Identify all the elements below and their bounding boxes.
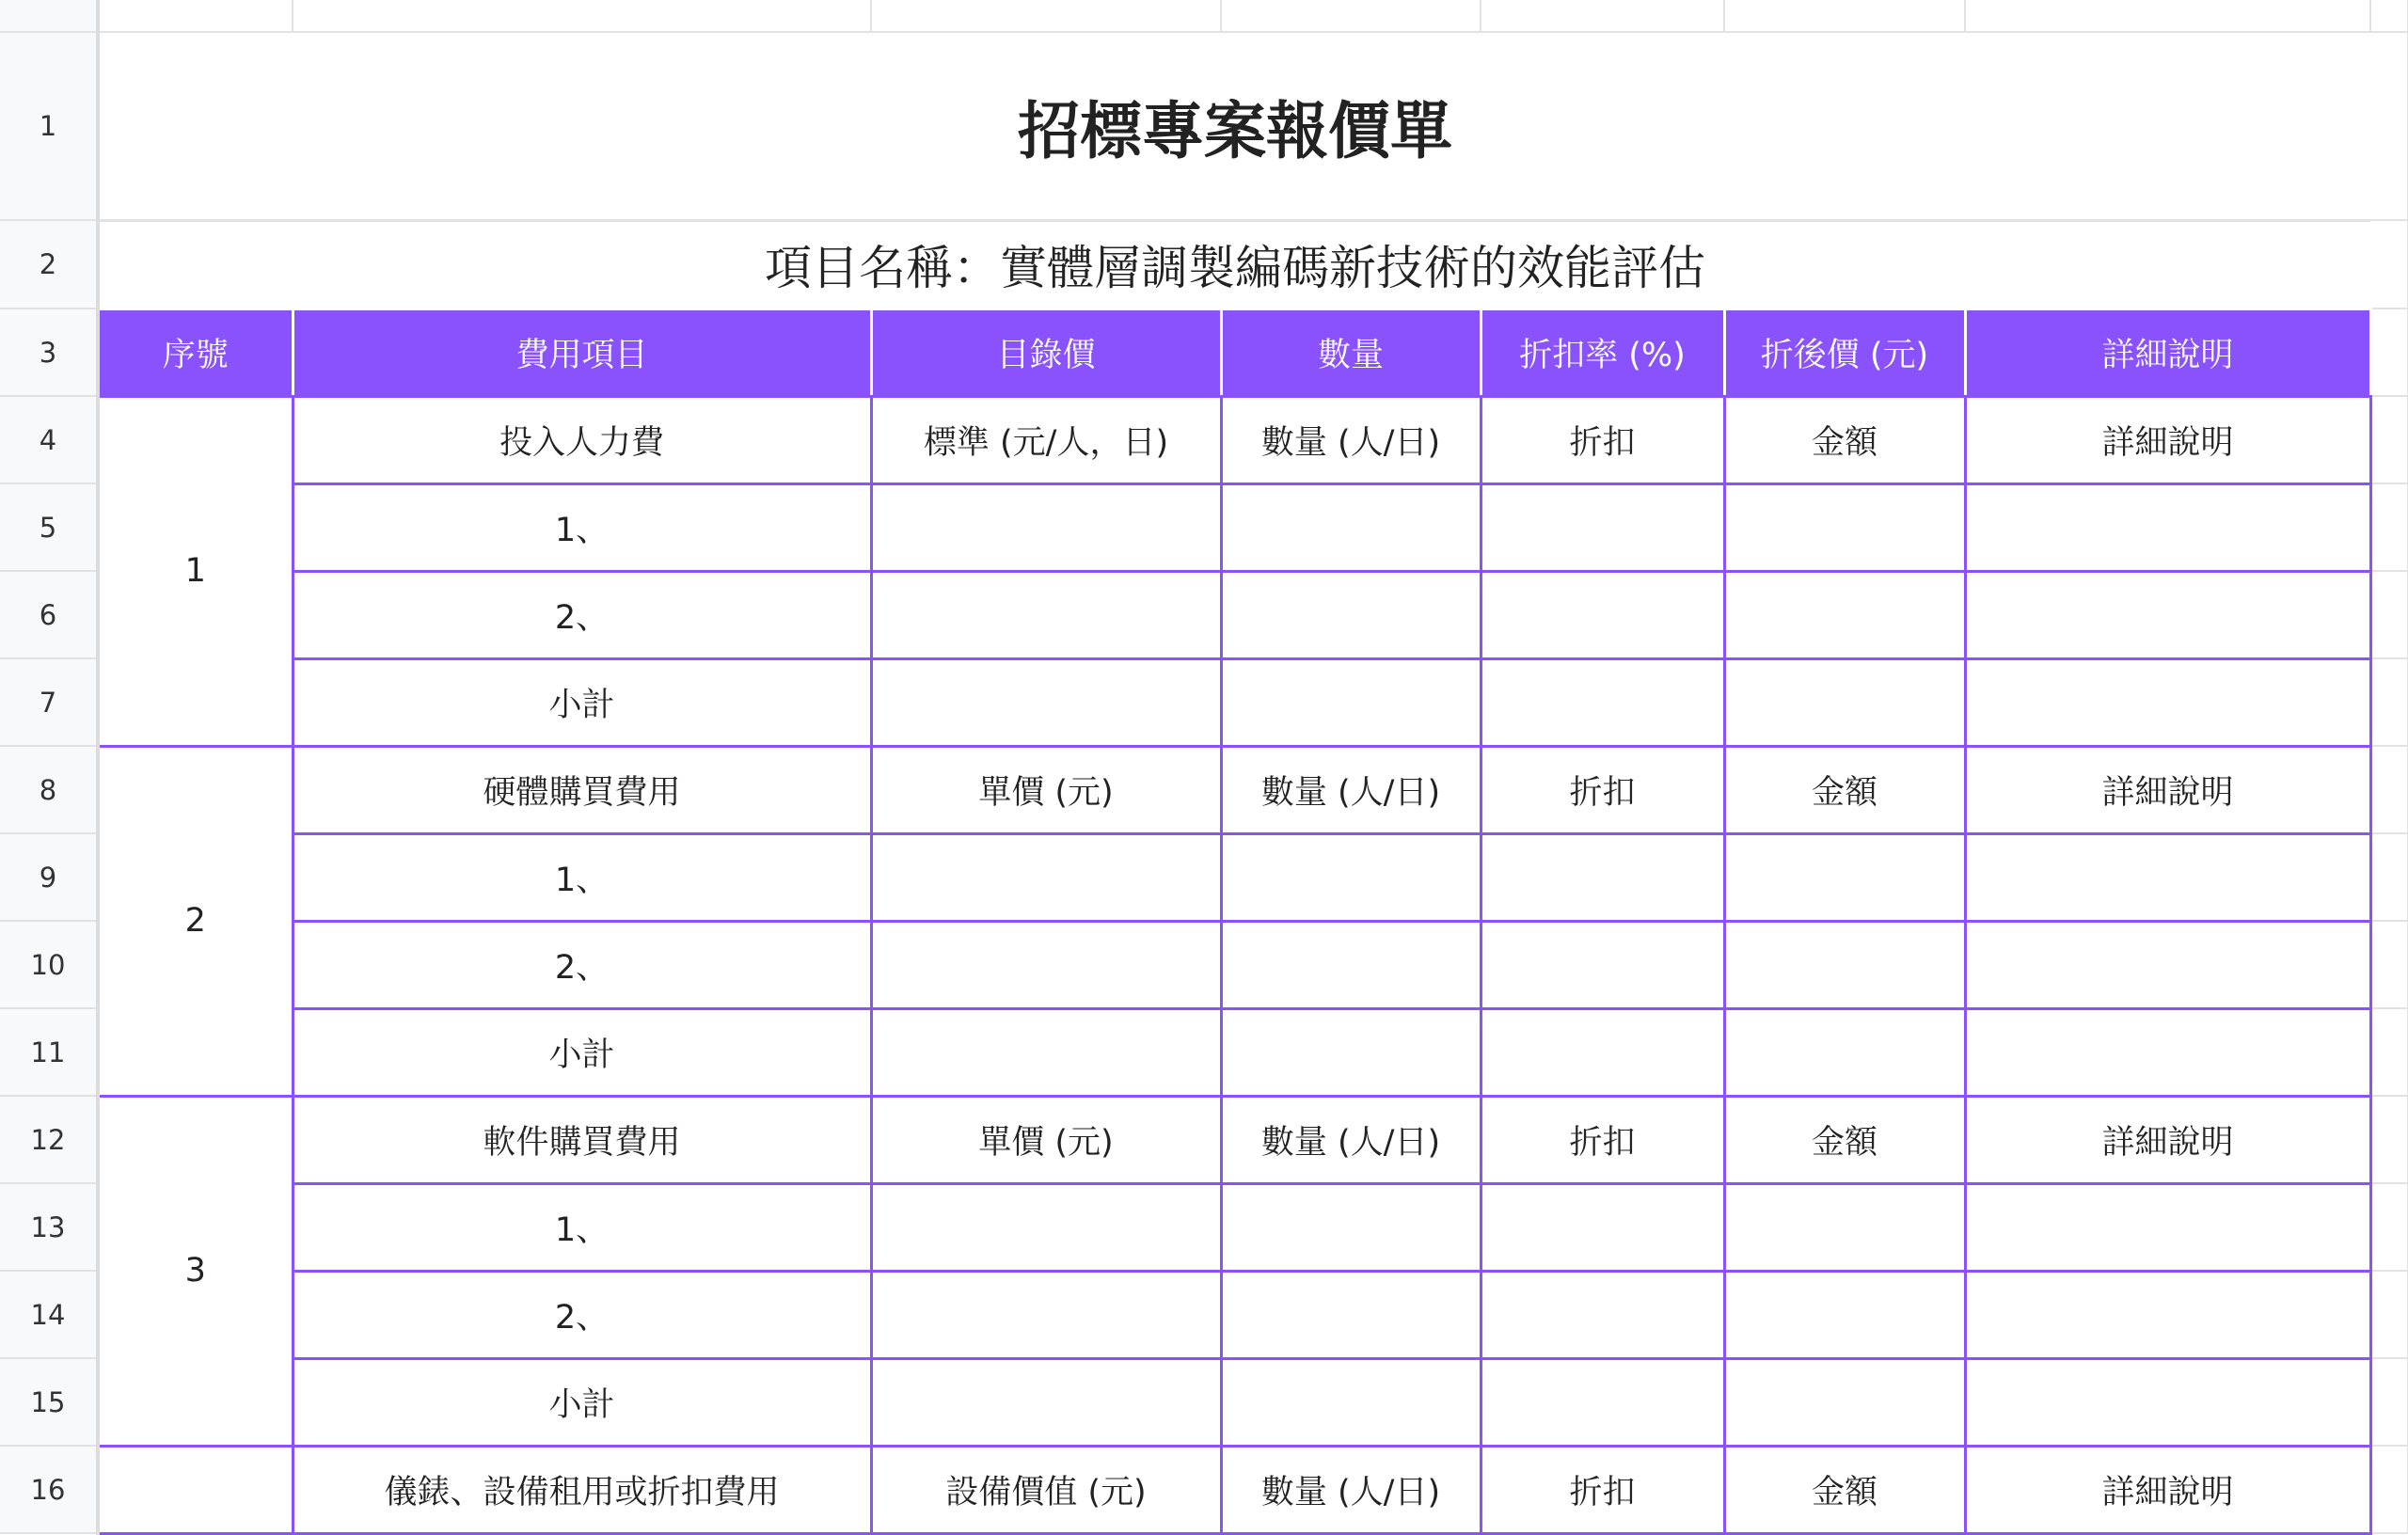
data-cell[interactable]: 折扣 — [1481, 1096, 1724, 1183]
fee-item-cell[interactable]: 2、 — [293, 1271, 871, 1358]
cell[interactable] — [2370, 1183, 2408, 1271]
column-header-cell[interactable] — [98, 0, 293, 32]
page-title[interactable]: 招標專案報價單 — [98, 32, 2370, 220]
data-cell[interactable] — [871, 571, 1221, 658]
row-number[interactable]: 3 — [0, 309, 98, 396]
data-cell[interactable] — [1481, 483, 1724, 571]
data-cell[interactable] — [1965, 1271, 2370, 1358]
fee-item-cell[interactable]: 軟件購買費用 — [293, 1096, 871, 1183]
column-header-label[interactable]: 目錄價 — [871, 309, 1221, 396]
data-cell[interactable]: 詳細說明 — [1965, 396, 2370, 483]
cell[interactable] — [2370, 658, 2408, 746]
data-cell[interactable]: 金額 — [1724, 396, 1965, 483]
data-cell[interactable] — [1221, 833, 1481, 921]
data-cell[interactable]: 數量 (人/日) — [1221, 396, 1481, 483]
column-header-label[interactable]: 費用項目 — [293, 309, 871, 396]
data-cell[interactable] — [1221, 1358, 1481, 1446]
cell[interactable] — [2370, 1008, 2408, 1096]
cell[interactable] — [2370, 833, 2408, 921]
row-number[interactable]: 4 — [0, 396, 98, 483]
row-number[interactable]: 6 — [0, 571, 98, 658]
project-name-line[interactable]: 項目名稱：實體層調製編碼新技術的效能評估 — [765, 241, 1705, 295]
data-cell[interactable] — [871, 1008, 1221, 1096]
data-cell[interactable] — [1724, 1008, 1965, 1096]
data-cell[interactable] — [1724, 483, 1965, 571]
data-cell[interactable] — [1481, 1183, 1724, 1271]
data-cell[interactable] — [1481, 658, 1724, 746]
row-number[interactable]: 13 — [0, 1183, 98, 1271]
data-cell[interactable] — [1965, 658, 2370, 746]
row-number[interactable]: 15 — [0, 1358, 98, 1446]
fee-item-cell[interactable]: 1、 — [293, 1183, 871, 1271]
data-cell[interactable] — [1965, 1183, 2370, 1271]
row-number[interactable]: 8 — [0, 746, 98, 833]
data-cell[interactable]: 折扣 — [1481, 746, 1724, 833]
data-cell[interactable] — [1221, 483, 1481, 571]
data-cell[interactable]: 標準 (元/人，日) — [871, 396, 1221, 483]
data-cell[interactable] — [1221, 571, 1481, 658]
data-cell[interactable] — [871, 1183, 1221, 1271]
row-number[interactable]: 10 — [0, 921, 98, 1008]
data-cell[interactable] — [1965, 921, 2370, 1008]
column-header-label[interactable]: 詳細說明 — [1965, 309, 2370, 396]
data-cell[interactable]: 單價 (元) — [871, 746, 1221, 833]
sequence-number-cell[interactable]: 3 — [98, 1096, 293, 1446]
corner-cell — [0, 0, 98, 32]
data-cell[interactable]: 設備價值 (元) — [871, 1446, 1221, 1533]
sequence-number-cell[interactable]: 1 — [98, 396, 293, 746]
fee-item-cell[interactable]: 小計 — [293, 658, 871, 746]
row-number[interactable]: 16 — [0, 1446, 98, 1533]
data-cell[interactable] — [1481, 571, 1724, 658]
data-cell[interactable] — [1724, 1271, 1965, 1358]
data-cell[interactable] — [1724, 571, 1965, 658]
sequence-number-cell[interactable] — [98, 1446, 293, 1533]
data-cell[interactable]: 詳細說明 — [1965, 1096, 2370, 1183]
column-header-label[interactable]: 折後價 (元) — [1724, 309, 1965, 396]
row-number[interactable]: 5 — [0, 483, 98, 571]
data-cell[interactable]: 單價 (元) — [871, 1096, 1221, 1183]
data-cell[interactable]: 金額 — [1724, 1096, 1965, 1183]
column-header-cell[interactable] — [1965, 0, 2370, 32]
column-header-label[interactable]: 數量 — [1221, 309, 1481, 396]
fee-item-cell[interactable]: 2、 — [293, 921, 871, 1008]
fee-item-cell[interactable]: 1、 — [293, 483, 871, 571]
column-header-cell[interactable] — [871, 0, 1221, 32]
column-header-cell[interactable] — [1221, 0, 1481, 32]
data-cell[interactable] — [1481, 833, 1724, 921]
data-cell[interactable]: 折扣 — [1481, 396, 1724, 483]
data-cell[interactable] — [1481, 1008, 1724, 1096]
cell[interactable] — [2370, 746, 2408, 833]
row-number[interactable]: 9 — [0, 833, 98, 921]
data-cell[interactable]: 數量 (人/日) — [1221, 1096, 1481, 1183]
fee-item-cell[interactable]: 投入人力費 — [293, 396, 871, 483]
fee-item-cell[interactable]: 儀錶、設備租用或折扣費用 — [293, 1446, 871, 1533]
data-cell[interactable]: 金額 — [1724, 746, 1965, 833]
fee-item-cell[interactable]: 硬體購買費用 — [293, 746, 871, 833]
data-cell[interactable] — [1221, 1008, 1481, 1096]
cell[interactable] — [2370, 1271, 2408, 1358]
data-cell[interactable] — [1221, 1271, 1481, 1358]
cell[interactable] — [2370, 1446, 2408, 1533]
data-cell[interactable] — [871, 483, 1221, 571]
data-cell[interactable] — [1965, 571, 2370, 658]
cell[interactable] — [2370, 220, 2408, 309]
fee-item-cell[interactable]: 小計 — [293, 1358, 871, 1446]
cell[interactable] — [2370, 309, 2408, 396]
data-cell[interactable] — [1965, 1358, 2370, 1446]
column-header-cell[interactable] — [293, 0, 871, 32]
data-cell[interactable] — [871, 1271, 1221, 1358]
data-cell[interactable] — [871, 921, 1221, 1008]
cell[interactable] — [2370, 483, 2408, 571]
sequence-number-cell[interactable]: 2 — [98, 746, 293, 1096]
column-header-label[interactable]: 序號 — [98, 309, 293, 396]
data-cell[interactable] — [871, 833, 1221, 921]
fee-item-cell[interactable]: 1、 — [293, 833, 871, 921]
data-cell[interactable]: 數量 (人/日) — [1221, 1446, 1481, 1533]
data-cell[interactable] — [1221, 658, 1481, 746]
data-cell[interactable] — [1724, 658, 1965, 746]
data-cell[interactable] — [1481, 1358, 1724, 1446]
cell[interactable] — [2370, 571, 2408, 658]
data-cell[interactable] — [1724, 833, 1965, 921]
data-cell[interactable]: 折扣 — [1481, 1446, 1724, 1533]
cell[interactable] — [2370, 1096, 2408, 1183]
data-cell[interactable]: 金額 — [1724, 1446, 1965, 1533]
data-cell[interactable] — [1221, 921, 1481, 1008]
data-cell[interactable]: 詳細說明 — [1965, 1446, 2370, 1533]
row-number[interactable]: 1 — [0, 32, 98, 220]
column-header-cell[interactable] — [1724, 0, 1965, 32]
cell[interactable] — [2370, 32, 2408, 220]
data-cell[interactable] — [871, 1358, 1221, 1446]
data-cell[interactable]: 詳細說明 — [1965, 746, 2370, 833]
column-header-label[interactable]: 折扣率 (%) — [1481, 309, 1724, 396]
data-cell[interactable] — [1481, 921, 1724, 1008]
row-number[interactable]: 2 — [0, 220, 98, 309]
data-cell[interactable] — [1965, 833, 2370, 921]
data-cell[interactable] — [1965, 1008, 2370, 1096]
data-cell[interactable] — [1724, 921, 1965, 1008]
cell[interactable] — [2370, 1358, 2408, 1446]
data-cell[interactable] — [1724, 1358, 1965, 1446]
data-cell[interactable]: 數量 (人/日) — [1221, 746, 1481, 833]
row-number[interactable]: 7 — [0, 658, 98, 746]
data-cell[interactable] — [1965, 483, 2370, 571]
column-header-cell[interactable] — [1481, 0, 1724, 32]
column-header-cell[interactable] — [2370, 0, 2408, 32]
row-number[interactable]: 14 — [0, 1271, 98, 1358]
data-cell[interactable] — [1481, 1271, 1724, 1358]
fee-item-cell[interactable]: 小計 — [293, 1008, 871, 1096]
data-cell[interactable] — [1221, 1183, 1481, 1271]
row-number[interactable]: 12 — [0, 1096, 98, 1183]
data-cell[interactable] — [871, 658, 1221, 746]
row-number[interactable]: 11 — [0, 1008, 98, 1096]
cell[interactable] — [2370, 921, 2408, 1008]
fee-item-cell[interactable]: 2、 — [293, 571, 871, 658]
cell[interactable] — [2370, 396, 2408, 483]
data-cell[interactable] — [1724, 1183, 1965, 1271]
